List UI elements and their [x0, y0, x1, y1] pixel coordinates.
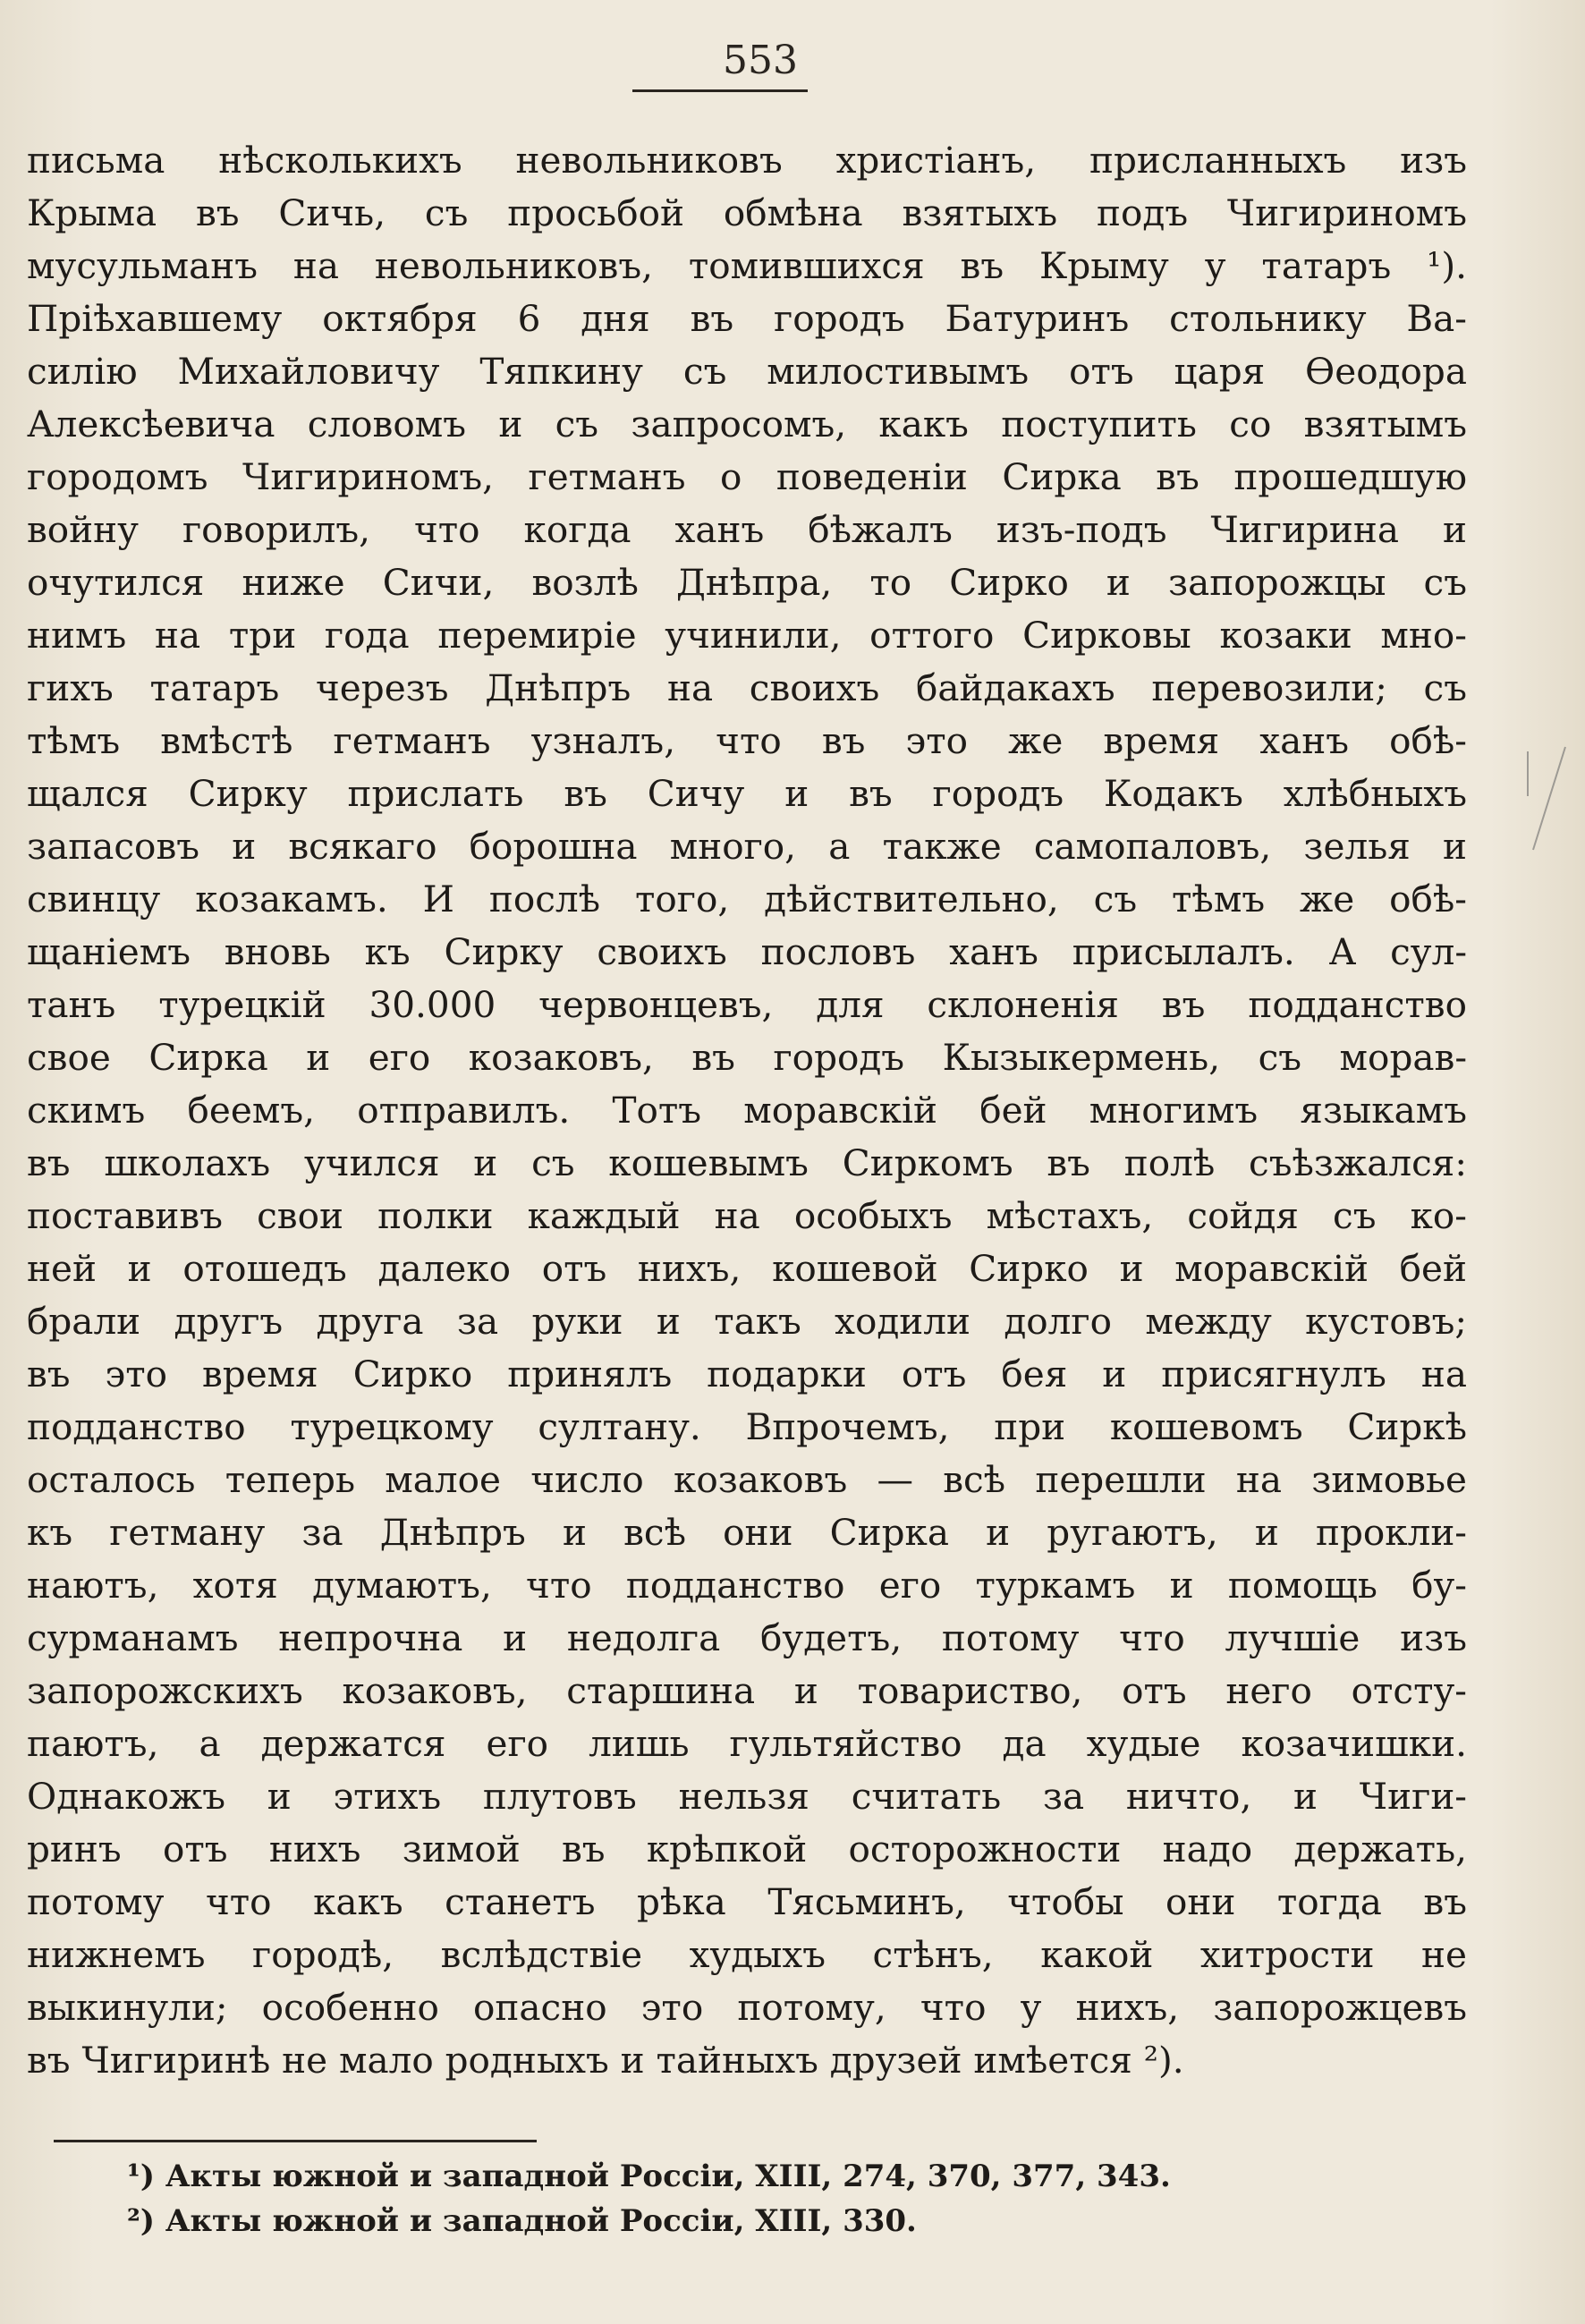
text-line: Алексѣевича словомъ и съ запросомъ, какъ поступить со взятымъ: [27, 403, 1467, 445]
text-line: Пріѣхавшему октября 6 дня въ городъ Батуринъ стольнику Ва-: [27, 297, 1467, 340]
text-line: запорожскихъ козаковъ, старшина и товариство, отъ него отсту-: [27, 1669, 1467, 1712]
text-line: щался Сирку прислать въ Сичу и въ городъ Кодакъ хлѣбныхъ: [27, 772, 1467, 815]
text-line: паютъ, а держатся его лишь гультяйство да худые козачишки.: [27, 1722, 1467, 1765]
text-line: въ Чигиринѣ не мало родныхъ и тайныхъ друзей имѣется ²).: [27, 2039, 1184, 2082]
text-line: скимъ беемъ, отправилъ. Тотъ моравскій бей многимъ языкамъ: [27, 1089, 1467, 1132]
text-line: наютъ, хотя думаютъ, что подданство его туркамъ и помощь бу-: [27, 1564, 1467, 1607]
body-text: [27, 134, 1467, 2087]
text-line: запасовъ и всякаго борошна много, а также самопаловъ, зелья и: [27, 825, 1467, 868]
text-line: щаніемъ вновь къ Сирку своихъ пословъ ханъ присылалъ. А сул-: [27, 930, 1467, 973]
footnote-rule: [54, 2140, 537, 2142]
text-line: въ школахъ учился и съ кошевымъ Сиркомъ въ полѣ съѣзжался:: [27, 1141, 1467, 1184]
text-line: подданство турецкому султану. Впрочемъ, при кошевомъ Сиркѣ: [27, 1405, 1467, 1448]
text-line: тѣмъ вмѣстѣ гетманъ узналъ, что въ это же время ханъ обѣ-: [27, 719, 1467, 762]
text-line: письма нѣсколькихъ невольниковъ христіанъ, присланныхъ изъ: [27, 139, 1467, 182]
header-rule: [632, 89, 808, 92]
text-line: выкинули; особенно опасно это потому, что у нихъ, запорожцевъ: [27, 1986, 1467, 2029]
text-line: мусульманъ на невольниковъ, томившихся въ Крыму у татаръ ¹).: [27, 244, 1467, 287]
text-line: свое Сирка и его козаковъ, въ городъ Кызыкермень, съ морав-: [27, 1036, 1467, 1079]
text-line: войну говорилъ, что когда ханъ бѣжалъ изъ-подъ Чигирина и: [27, 508, 1467, 551]
text-line: сурманамъ непрочна и недолга будетъ, потому что лучшіе изъ: [27, 1616, 1467, 1659]
text-line: танъ турецкій 30.000 червонцевъ, для склоненія въ подданство: [27, 983, 1467, 1026]
footnotes: [127, 2154, 1290, 2243]
text-line: потому что какъ станетъ рѣка Тясьминъ, чтобы они тогда въ: [27, 1880, 1467, 1923]
text-line: очутился ниже Сичи, возлѣ Днѣпра, то Сирко и запорожцы съ: [27, 561, 1467, 604]
text-line: гихъ татаръ черезъ Днѣпръ на своихъ байдакахъ перевозили; съ: [27, 666, 1467, 709]
text-line: нижнемъ городѣ, вслѣдствіе худыхъ стѣнъ, какой хитрости не: [27, 1933, 1467, 1976]
text-line: брали другъ друга за руки и такъ ходили долго между кустовъ;: [27, 1300, 1467, 1343]
text-line: ней и отошедъ далеко отъ нихъ, кошевой Сирко и моравскій бей: [27, 1247, 1467, 1290]
page-number: 553: [723, 38, 798, 83]
text-line: силію Михайловичу Тяпкину съ милостивымъ отъ царя Ѳеодора: [27, 350, 1467, 393]
text-line: свинцу козакамъ. И послѣ того, дѣйствительно, съ тѣмъ же обѣ-: [27, 878, 1467, 920]
text-line: Однакожъ и этихъ плутовъ нельзя считать за ничто, и Чиги-: [27, 1775, 1467, 1818]
text-line: къ гетману за Днѣпръ и всѣ они Сирка и ругаютъ, и прокли-: [27, 1511, 1467, 1554]
text-line: осталось теперь малое число козаковъ — всѣ перешли на зимовье: [27, 1458, 1467, 1501]
pencil-mark-icon: [1521, 742, 1574, 859]
text-line: ринъ отъ нихъ зимой въ крѣпкой осторожности надо держать,: [27, 1828, 1467, 1870]
text-line: нимъ на три года перемиріе учинили, оттого Сирковы козаки мно-: [27, 614, 1467, 657]
text-line: поставивъ свои полки каждый на особыхъ мѣстахъ, сойдя съ ко-: [27, 1194, 1467, 1237]
text-line: въ это время Сирко принялъ подарки отъ бея и присягнулъ на: [27, 1353, 1467, 1395]
text-line: городомъ Чигириномъ, гетманъ о поведеніи Сирка въ прошедшую: [27, 455, 1467, 498]
footnote: ²) Акты южной и западной Россіи, XIII, 330.: [127, 2203, 917, 2239]
footnote: ¹) Акты южной и западной Россіи, XIII, 274, 370, 377, 343.: [127, 2159, 1171, 2194]
text-line: Крыма въ Сичь, съ просьбой обмѣна взятыхъ подъ Чигириномъ: [27, 191, 1467, 234]
